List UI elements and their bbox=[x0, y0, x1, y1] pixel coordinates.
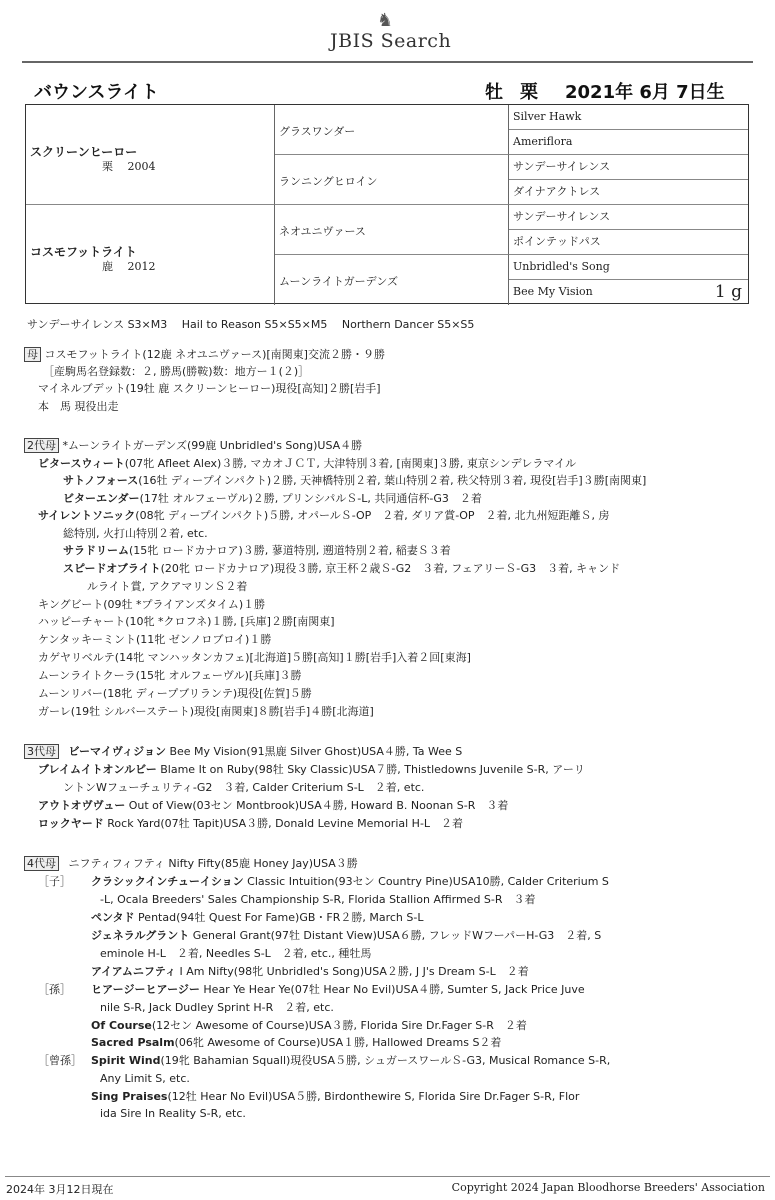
progeny-line-cont: eminole H-L ２着, Needles S-L ２着, etc., 種牡馬 bbox=[100, 947, 372, 960]
progeny-record: (12牡 Hear No Evil)USA５勝, Birdonthewire S, Florida Sire Dr.Fager S-R, Flor bbox=[167, 1090, 580, 1103]
horse-logo-icon: ♞ bbox=[377, 10, 394, 31]
progeny-line-cont: Any Limit S, etc. bbox=[100, 1072, 190, 1085]
dd-name: ムーンライトガーデンズ bbox=[279, 275, 399, 288]
footer-copyright: Copyright 2024 Japan Bloodhorse Breeders' Association bbox=[451, 1181, 765, 1194]
dam-produce-stats: ［産駒馬名登録数：２, 勝馬(勝鞍)数：地方ー１(２)］ bbox=[43, 365, 310, 378]
progeny-line bbox=[38, 761, 585, 779]
self-line: 本 馬 現役出走 bbox=[38, 400, 119, 413]
progeny-line: ケンタッキーミント(11牝 ゼンノロブロイ)１勝 bbox=[38, 633, 272, 646]
progeny-line bbox=[91, 1017, 527, 1035]
horse-title bbox=[34, 78, 754, 104]
progeny-line bbox=[63, 542, 451, 560]
progeny-record: Blame It on Ruby(98牡 Sky Classic)USA７勝, Thistledowns Juvenile S-R, アーリ bbox=[156, 763, 585, 776]
progeny-record: (06牝 Awesome of Course)USA１勝, Hallowed Dreams S２着 bbox=[174, 1036, 502, 1049]
progeny-line: ムーンライトクーラ(15牝 オルフェーヴル)[兵庫]３勝 bbox=[38, 669, 302, 682]
progeny-line-cont: -L, Ocala Breeders' Sales Championship S-R, Florida Stallion Affirmed S-R ３着 bbox=[100, 893, 536, 906]
dss-cell: サンデーサイレンス bbox=[509, 205, 748, 230]
ddd-generation-tag: 1 g bbox=[714, 282, 742, 302]
horse-color: 栗 bbox=[520, 82, 538, 103]
progeny-line-cont: nile S-R, Jack Dudley Sprint H-R ２着, etc. bbox=[100, 1001, 334, 1014]
progeny-record: Pentad(94牡 Quest For Fame)GB・FR２勝, March S-L bbox=[134, 911, 424, 924]
dam-cell bbox=[26, 205, 275, 305]
dsd-cell: ポインテッドパス bbox=[509, 230, 748, 255]
progeny-name: アイアムニフティ bbox=[91, 965, 177, 978]
ss-name: グラスワンダー bbox=[279, 125, 356, 138]
progeny-record: Hear Ye Hear Ye(07牡 Hear No Evil)USA４勝, Sumter S, Jack Price Juve bbox=[199, 983, 585, 996]
relation-tag-grandchild: ［孫］ bbox=[38, 983, 71, 996]
progeny-record: General Grant(97牡 Distant View)USA６勝, フレッドWフーパーH-G3 ２着, S bbox=[189, 929, 602, 942]
gdam-section-tag: 2代母 bbox=[24, 438, 59, 453]
ds-name: ネオユニヴァース bbox=[279, 225, 366, 238]
progeny-line-cont: ida Sire In Reality S-R, etc. bbox=[100, 1107, 246, 1120]
progeny-record: (07牝 Afleet Alex)３勝, マカオＪＣＴ, 大津特別３着, [南関東]３勝, 東京シンデレラマイル bbox=[124, 457, 577, 470]
dd-cell bbox=[275, 255, 509, 305]
progeny-record: I Am Nifty(98牝 Unbridled's Song)USA２勝, J J's Dream S-L ２着 bbox=[176, 965, 529, 978]
horse-sex: 牡 bbox=[485, 82, 503, 103]
progeny-record: (19牝 Bahamian Squall)現役USA５勝, シュガースワールＳ-G3, Musical Romance S-R, bbox=[160, 1054, 611, 1067]
dam-info: 鹿 2012 bbox=[102, 260, 156, 273]
progeny-line-cont: ントンWフューチュリティ-G2 ３着, Calder Criterium S-L ２着, etc. bbox=[63, 781, 425, 794]
progeny-line bbox=[91, 1034, 501, 1052]
progeny-name: ビタースウィート bbox=[38, 457, 125, 470]
progeny-name: サトノフォース bbox=[63, 474, 139, 487]
progeny-record: Rock Yard(07牡 Tapit)USA３勝, Donald Levine Memorial H-L ２着 bbox=[103, 817, 464, 830]
relation-tag-child: ［子］ bbox=[38, 875, 71, 888]
g4dam-section-tag: 4代母 bbox=[24, 856, 59, 871]
progeny-line bbox=[63, 560, 620, 578]
progeny-line bbox=[91, 963, 529, 981]
g4dam-text: ニフティフィフティ Nifty Fifty(85鹿 Honey Jay)USA３勝 bbox=[68, 857, 358, 870]
g3dam-record: Bee My Vision(91黒鹿 Silver Ghost)USA４勝, Ta Wee S bbox=[165, 745, 463, 758]
progeny-line: キングビート(09牡 *プライアンズタイム)１勝 bbox=[38, 598, 266, 611]
ssd-cell: Ameriflora bbox=[509, 130, 748, 155]
ss-cell bbox=[275, 105, 509, 155]
dds-cell: Unbridled's Song bbox=[509, 255, 748, 280]
gdam-text: *ムーンライトガーデンズ(99鹿 Unbridled's Song)USA４勝 bbox=[62, 439, 363, 452]
progeny-line bbox=[91, 909, 423, 927]
footer-date: 2024年 3月12日現在 bbox=[6, 1183, 114, 1196]
horse-birthdate: 2021年 6月 7日生 bbox=[565, 82, 725, 103]
progeny-name: ジェネラルグラント bbox=[91, 929, 190, 942]
progeny-name: ブレイムイトオンルビー bbox=[38, 763, 157, 776]
ddd-cell bbox=[509, 280, 748, 305]
progeny-line: ガーレ(19牡 シルバーステート)現役[南関東]８勝[岩手]４勝[北海道] bbox=[38, 705, 374, 718]
dam-text: コスモフットライト(12鹿 ネオユニヴァース)[南関東]交流２勝・９勝 bbox=[44, 348, 385, 361]
progeny-line bbox=[38, 815, 463, 833]
progeny-record: (12セン Awesome of Course)USA３勝, Florida Sire Dr.Fager S-R ２着 bbox=[151, 1019, 527, 1032]
progeny-name: スピードオブライト bbox=[63, 562, 161, 575]
pedigree-table bbox=[25, 104, 749, 304]
jbis-logo[interactable] bbox=[330, 8, 460, 54]
logo-text: JBIS Search bbox=[330, 30, 452, 52]
progeny-line bbox=[38, 797, 508, 815]
progeny-record: (20牝 ロードカナロア)現役３勝, 京王杯２歳Ｓ-G2 ３着, フェアリーＳ-G3 ３着, キャンド bbox=[160, 562, 621, 575]
progeny-line: ハッピーチャート(10牝 *クロフネ)１勝, [兵庫]２勝[南関東] bbox=[38, 615, 335, 628]
footer-divider bbox=[5, 1176, 770, 1177]
progeny-name: アウトオヴヴュー bbox=[38, 799, 126, 812]
progeny-record: (17牡 オルフェーヴル)２勝, プリンシパルＳ-L, 共同通信杯-G3 ２着 bbox=[139, 492, 482, 505]
progeny-line bbox=[91, 981, 585, 999]
sdd-cell: ダイナアクトレス bbox=[509, 180, 748, 205]
dam-name: コスモフットライト bbox=[30, 245, 137, 259]
sire-name: スクリーンヒーロー bbox=[30, 145, 138, 159]
progeny-line bbox=[91, 927, 601, 945]
progeny-record: (15牝 ロードカナロア)３勝, 蓼道特別, 遡道特別２着, 稲妻Ｓ３着 bbox=[129, 544, 451, 557]
progeny-name: ビターエンダー bbox=[63, 492, 140, 505]
progeny-line: ムーンリバー(18牝 ディープブリランテ)現役[佐賀]５勝 bbox=[38, 687, 312, 700]
progeny-name: Sing Praises bbox=[91, 1090, 168, 1103]
progeny-line: カゲヤリベルテ(14牝 マンハッタンカフェ)[北海道]５勝[高知]１勝[岩手]入着２回[東海] bbox=[38, 651, 471, 664]
sds-cell: サンデーサイレンス bbox=[509, 155, 748, 180]
g4dam-line bbox=[24, 855, 358, 873]
progeny-line bbox=[38, 507, 610, 525]
progeny-record: (08牝 ディープインパクト)５勝, オパールＳ-OP ２着, ダリア賞-OP ２着, 北九州短距離Ｓ, 房 bbox=[135, 509, 610, 522]
progeny-record: Out of View(03セン Montbrook)USA４勝, Howard B. Noonan S-R ３着 bbox=[125, 799, 509, 812]
progeny-name: ヒアージーヒアージー bbox=[91, 983, 200, 996]
relation-tag-great-grandchild: ［曾孫］ bbox=[38, 1054, 82, 1067]
gdam-line bbox=[24, 437, 362, 455]
progeny-line bbox=[63, 490, 482, 508]
progeny-record: Classic Intuition(93セン Country Pine)USA10勝, Calder Criterium S bbox=[243, 875, 609, 888]
progeny-name: サイレントソニック bbox=[38, 509, 136, 522]
sss-cell: Silver Hawk bbox=[509, 105, 748, 130]
progeny-name: Spirit Wind bbox=[91, 1054, 161, 1067]
progeny-line-cont: ルライト賞, アクアマリンＳ２着 bbox=[87, 580, 248, 593]
header-divider bbox=[22, 61, 753, 63]
progeny-line bbox=[38, 455, 576, 473]
progeny-name: Sacred Psalm bbox=[91, 1036, 175, 1049]
progeny-name: ペンタド bbox=[91, 911, 135, 924]
progeny-name: ロックヤード bbox=[38, 817, 104, 830]
dam-section-tag: 母 bbox=[24, 347, 41, 362]
sire-cell bbox=[26, 105, 275, 205]
progeny-line bbox=[91, 1052, 610, 1070]
progeny-line bbox=[91, 1088, 579, 1106]
sire-info: 栗 2004 bbox=[102, 160, 156, 173]
g3dam-line bbox=[24, 743, 462, 761]
progeny-line bbox=[91, 873, 609, 891]
progeny-name: クラシックインチューイション bbox=[91, 875, 244, 888]
progeny-line-cont: 総特別, 火打山特別２着, etc. bbox=[63, 527, 208, 540]
progeny-name: サラドリーム bbox=[63, 544, 129, 557]
g3dam-section-tag: 3代母 bbox=[24, 744, 59, 759]
horse-name: バウンスライト bbox=[34, 82, 159, 103]
ddd-name: Bee My Vision bbox=[513, 285, 593, 298]
progeny-record: (16牡 ディープインパクト)２勝, 天神橋特別２着, 葉山特別２着, 秩父特別３着, 現役[岩手]３勝[南関東] bbox=[138, 474, 647, 487]
progeny-line bbox=[63, 472, 646, 490]
dam-line bbox=[24, 346, 385, 364]
sd-name: ランニングヒロイン bbox=[279, 175, 378, 188]
sd-cell bbox=[275, 155, 509, 205]
sibling-line: マイネルブデット(19牡 鹿 スクリーンヒーロー)現役[高知]２勝[岩手] bbox=[38, 382, 381, 395]
g3dam-name: ビーマイヴィジョン bbox=[68, 745, 166, 758]
ds-cell bbox=[275, 205, 509, 255]
progeny-name: Of Course bbox=[91, 1019, 152, 1032]
inbreeding-line: サンデーサイレンス S3×M3 Hail to Reason S5×S5×M5 Northern Dancer S5×S5 bbox=[27, 318, 475, 331]
